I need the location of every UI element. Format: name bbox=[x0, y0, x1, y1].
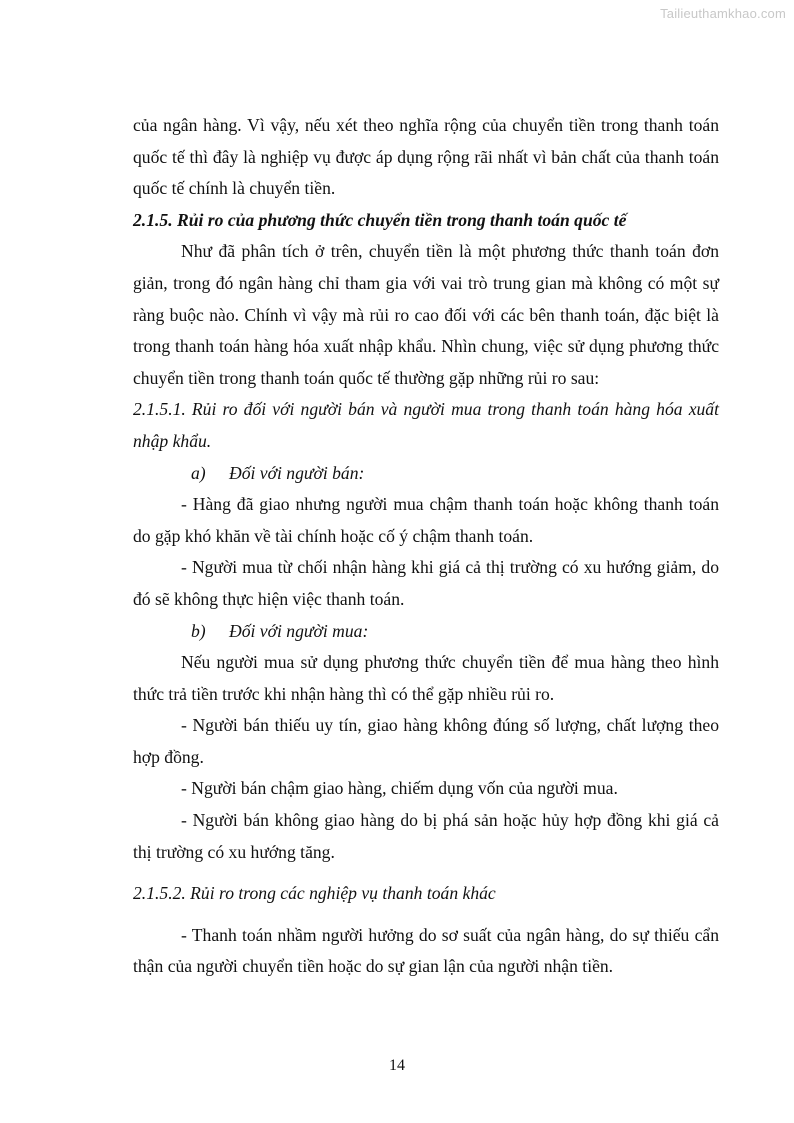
section-2-1-5-paragraph: Như đã phân tích ở trên, chuyển tiền là một phương thức thanh toán đơn giản, trong đó ngân hàng chỉ tham gia với vai trò trung gian mà không có một sự ràng buộc nào. Chính vì vậy mà rủi ro cao đối với các bên thanh toán, đặc biệt là trong thanh toán hàng hóa xuất nhập khẩu. Nhìn chung, việc sử dụng phương thức chuyển tiền trong thanh toán quốc tế thường gặp những rủi ro sau: bbox=[133, 241, 719, 388]
seller-risk-1: - Hàng đã giao nhưng người mua chậm thanh toán hoặc không thanh toán do gặp khó khăn về tài chính hoặc cố ý chậm thanh toán. bbox=[133, 494, 719, 546]
intro-paragraph: của ngân hàng. Vì vậy, nếu xét theo nghĩa rộng của chuyển tiền trong thanh toán quốc tế thì đây là nghiệp vụ được áp dụng rộng rãi nhất vì bản chất của thanh toán quốc tế chính là chuyển tiền. bbox=[133, 115, 719, 199]
item-b-heading bbox=[133, 616, 719, 648]
item-a-heading bbox=[133, 458, 719, 490]
buyer-intro: Nếu người mua sử dụng phương thức chuyển tiền để mua hàng theo hình thức trả tiền trước khi nhận hàng thì có thể gặp nhiều rủi ro. bbox=[133, 652, 719, 704]
item-a-title: Đối với người bán: bbox=[229, 462, 365, 483]
document-page bbox=[133, 110, 719, 983]
buyer-risk-1: - Người bán thiếu uy tín, giao hàng không đúng số lượng, chất lượng theo hợp đồng. bbox=[133, 715, 719, 767]
watermark: Tailieuthamkhao.com bbox=[660, 6, 786, 21]
item-a-label: a) bbox=[191, 462, 206, 483]
section-heading-2-1-5: 2.1.5. Rủi ro của phương thức chuyển tiền trong thanh toán quốc tế bbox=[133, 209, 627, 230]
seller-risk-2: - Người mua từ chối nhận hàng khi giá cả thị trường có xu hướng giảm, do đó sẽ không thực hiện việc thanh toán. bbox=[133, 557, 719, 609]
other-risk-1: - Thanh toán nhầm người hưởng do sơ suất của ngân hàng, do sự thiếu cẩn thận của người chuyển tiền hoặc do sự gian lận của người nhận tiền. bbox=[133, 924, 719, 977]
page-number: 14 bbox=[389, 1057, 405, 1074]
item-b-label: b) bbox=[191, 620, 206, 641]
buyer-risk-2: - Người bán chậm giao hàng, chiếm dụng vốn của người mua. bbox=[181, 778, 618, 799]
subsection-heading-2-1-5-2: 2.1.5.2. Rủi ro trong các nghiệp vụ thanh toán khác bbox=[133, 883, 496, 904]
subsection-heading-2-1-5-1: 2.1.5.1. Rủi ro đối với người bán và người mua trong thanh toán hàng hóa xuất nhập khẩu. bbox=[133, 399, 719, 451]
buyer-risk-3: - Người bán không giao hàng do bị phá sản hoặc hủy hợp đồng khi giá cả thị trường có xu hướng tăng. bbox=[133, 810, 719, 862]
item-b-title: Đối với người mua: bbox=[229, 620, 369, 641]
